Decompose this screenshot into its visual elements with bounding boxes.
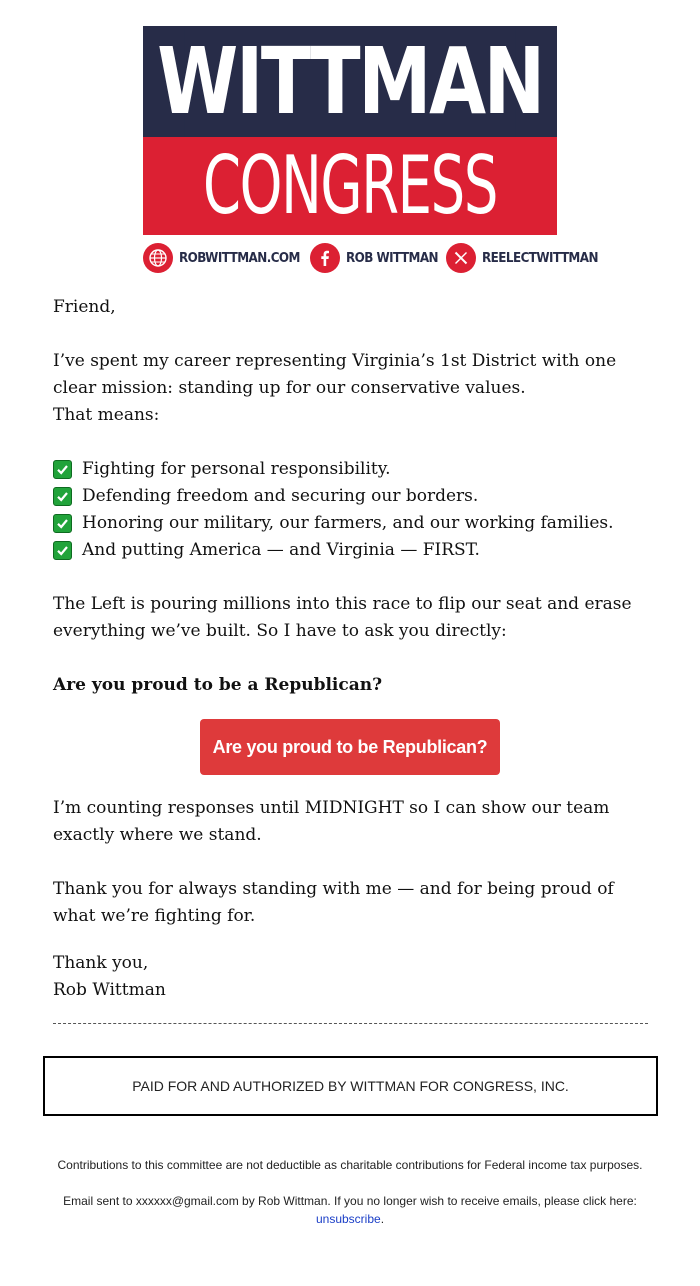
question-heading: Are you proud to be a Republican?	[53, 675, 383, 695]
proud-republican-button[interactable]: Are you proud to be Republican?	[200, 719, 500, 775]
contributions-notice: Contributions to this committee are not deductible as charitable contributions for Federal income tax purposes.	[57, 1158, 643, 1172]
checklist	[53, 456, 653, 564]
logo-line-wittman: WITTMAN	[184, 26, 515, 137]
intro-paragraph	[53, 348, 653, 429]
paid-for-disclaimer	[43, 1056, 658, 1116]
email-notice-text: Email sent to xxxxxx@gmail.com by Rob Wittman. If you no longer wish to receive emails, please click here:	[63, 1194, 637, 1208]
signoff: Thank you,	[53, 953, 149, 973]
checklist-text: Fighting for personal responsibility.	[82, 459, 391, 479]
unsubscribe-period: .	[380, 1212, 385, 1226]
wittman-congress-logo	[143, 26, 557, 235]
intro-that-means: That means:	[53, 405, 160, 425]
counting-paragraph: I’m counting responses until MIDNIGHT so I can show our team exactly where we stand.	[53, 798, 610, 845]
x-link[interactable]	[446, 243, 608, 273]
logo-line-congress: CONGRESS	[203, 139, 498, 232]
checklist-text: And putting America — and Virginia — FIRST.	[82, 540, 480, 560]
intro-text: I’ve spent my career representing Virginia’s 1st District with one clear mission: standing up for our conservative values.	[53, 351, 617, 398]
dashed-divider	[53, 1023, 648, 1024]
facebook-icon	[310, 243, 340, 273]
unsubscribe-link[interactable]: unsubscribe	[315, 1212, 381, 1226]
globe-icon	[143, 243, 173, 273]
paid-for-text: PAID FOR AND AUTHORIZED BY WITTMAN FOR CONGRESS, INC.	[132, 1078, 569, 1094]
list-item	[53, 456, 653, 483]
email-notice	[20, 1192, 680, 1228]
check-mark-icon	[53, 541, 72, 560]
left-paragraph: The Left is pouring millions into this race to flip our seat and erase everything we’ve built. So I have to ask you directly:	[53, 594, 632, 641]
unsubscribe-line	[20, 1210, 680, 1228]
facebook-link[interactable]	[310, 243, 446, 273]
facebook-label: ROB WITTMAN	[346, 250, 439, 266]
x-label: REELECTWITTMAN	[482, 250, 599, 266]
list-item	[53, 510, 653, 537]
social-links	[143, 243, 599, 273]
thanks-paragraph: Thank you for always standing with me — and for being proud of what we’re fighting for.	[53, 879, 614, 926]
check-mark-icon	[53, 487, 72, 506]
checklist-text: Defending freedom and securing our borders.	[82, 486, 479, 506]
check-mark-icon	[53, 460, 72, 479]
checklist-text: Honoring our military, our farmers, and our working families.	[82, 513, 614, 533]
signature-name: Rob Wittman	[53, 980, 166, 1000]
greeting: Friend,	[53, 297, 116, 317]
website-link[interactable]	[143, 243, 310, 273]
x-icon	[446, 243, 476, 273]
signature-block	[53, 950, 653, 1004]
website-label: ROBWITTMAN.COM	[179, 250, 300, 266]
check-mark-icon	[53, 514, 72, 533]
list-item	[53, 483, 653, 510]
list-item	[53, 537, 653, 564]
